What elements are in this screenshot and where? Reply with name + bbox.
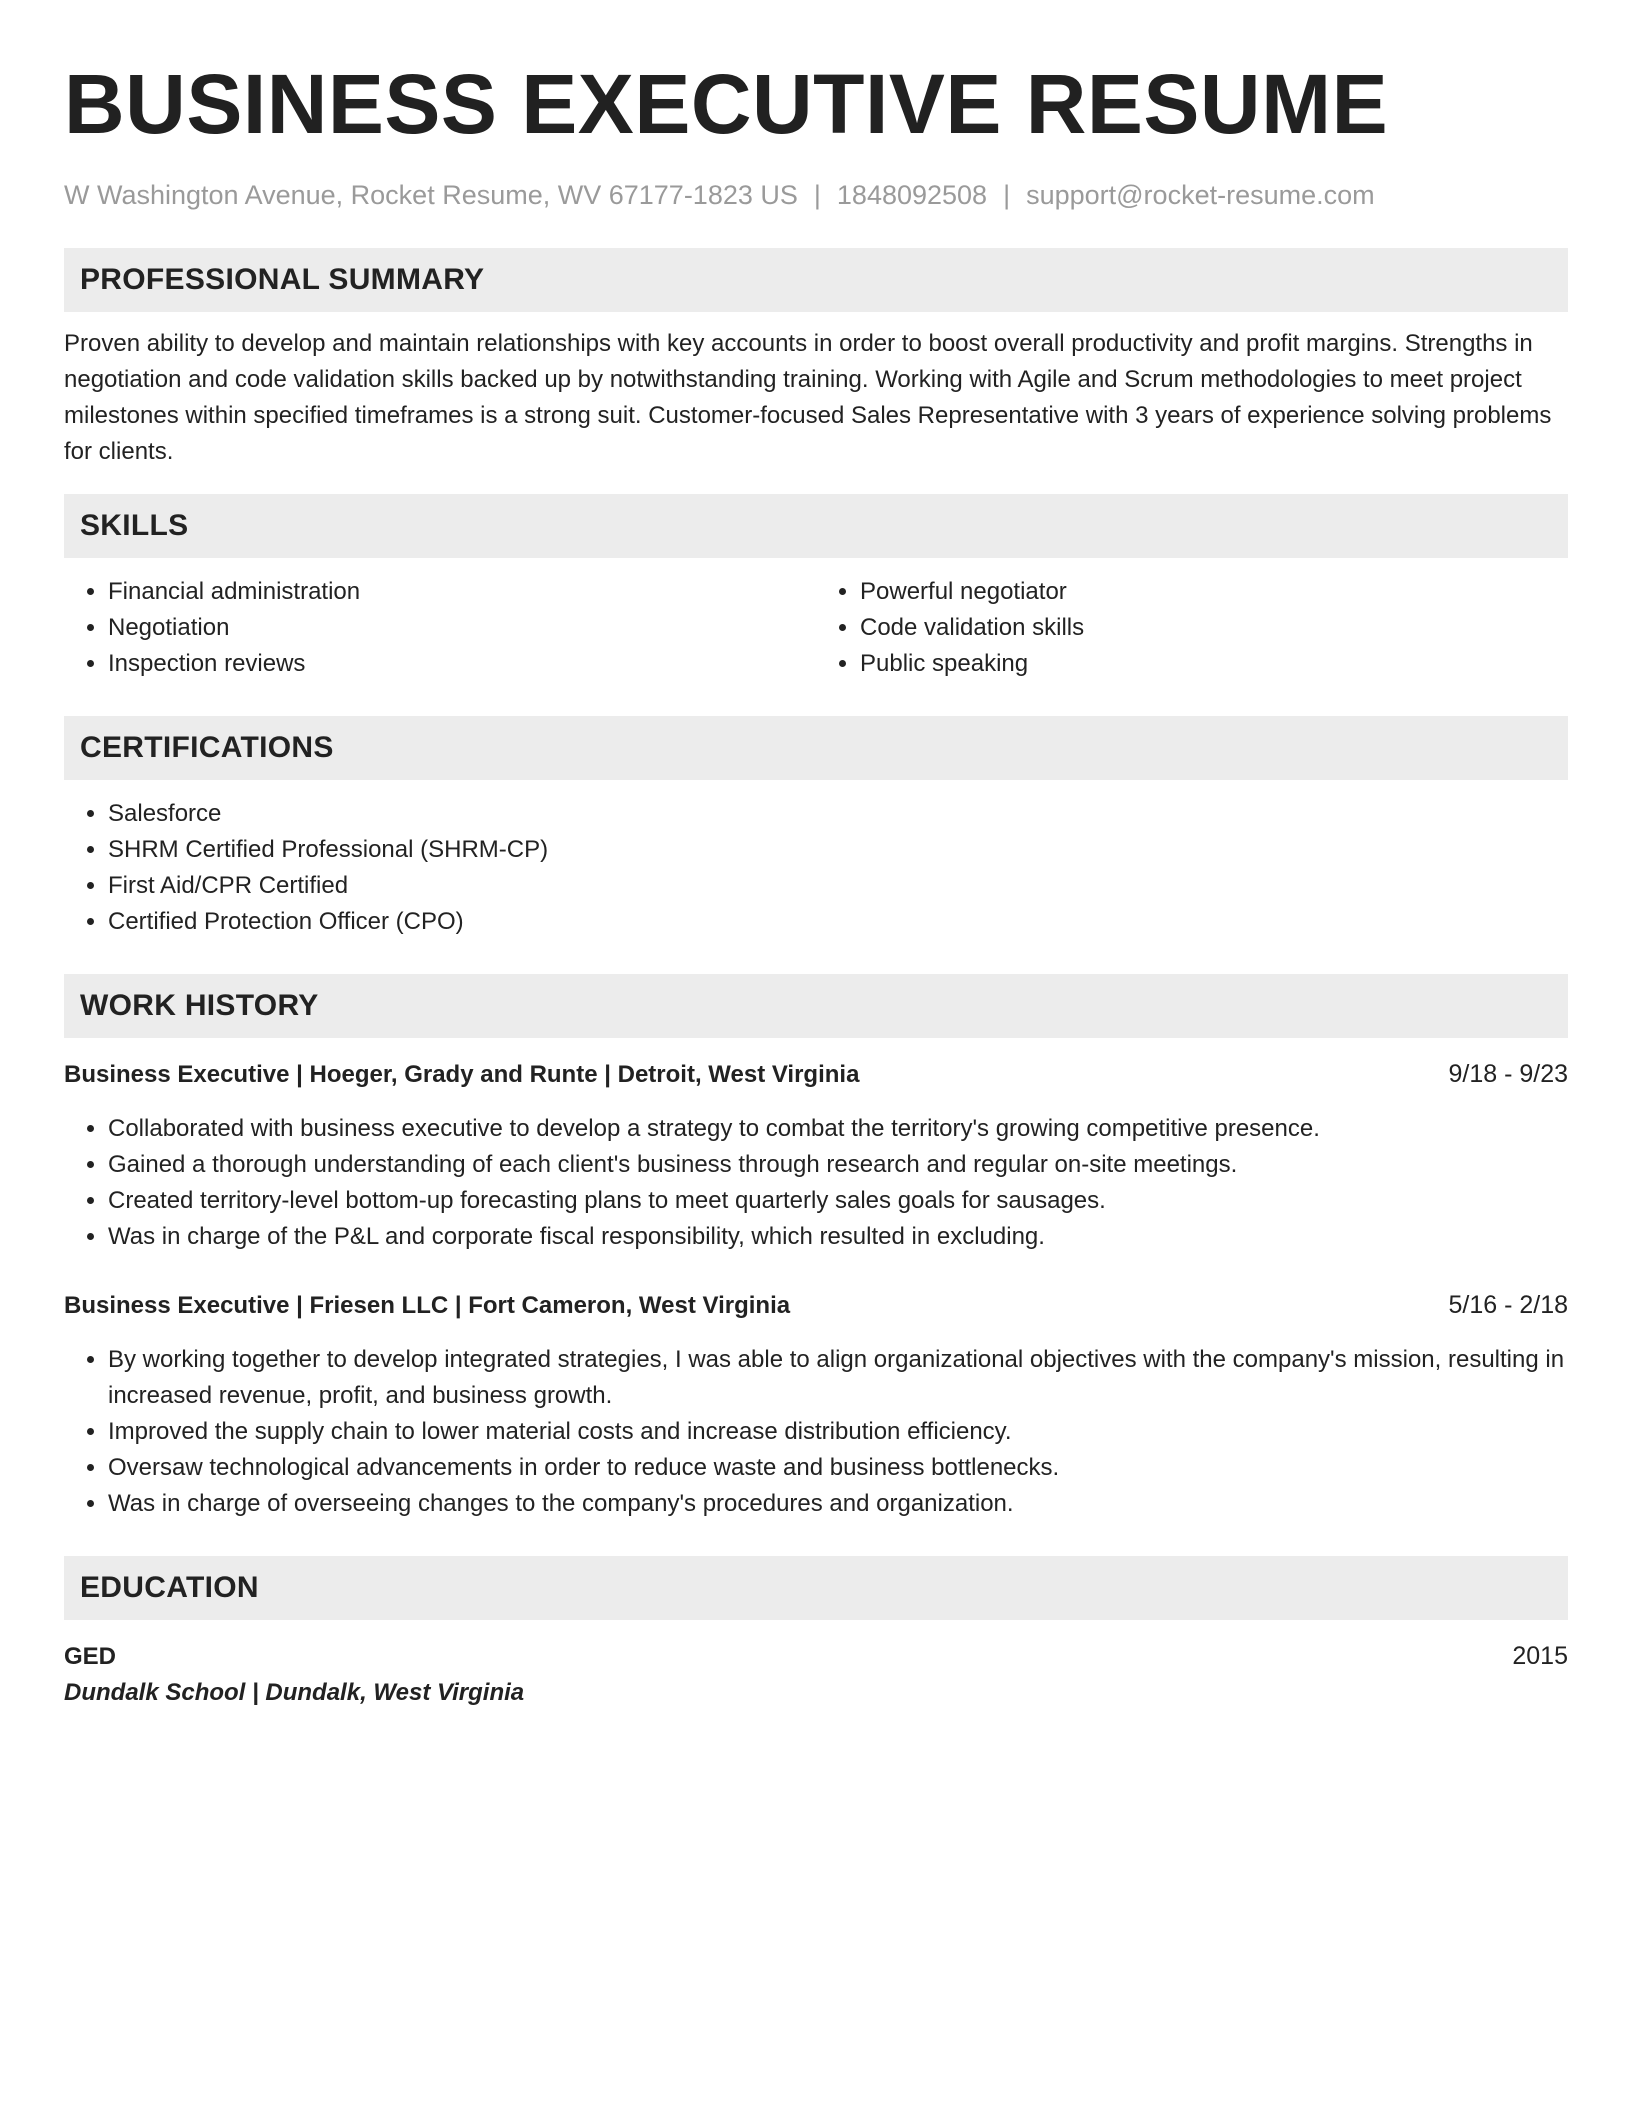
- skill-item: • Financial administration: [108, 574, 816, 610]
- section-header-summary: PROFESSIONAL SUMMARY: [64, 248, 1568, 312]
- job-dates: 5/16 - 2/18: [1448, 1291, 1568, 1319]
- job-bullet: • Created territory-level bottom-up forecasting plans to meet quarterly sales goals for sausages.: [108, 1183, 1568, 1219]
- contact-phone: 1848092508: [836, 180, 988, 210]
- section-header-certifications: CERTIFICATIONS: [64, 716, 1568, 780]
- certification-item: • First Aid/CPR Certified: [108, 868, 1568, 904]
- contact-email: support@rocket-resume.com: [1026, 180, 1375, 210]
- education-school: Dundalk School | Dundalk, West Virginia: [64, 1679, 525, 1706]
- education-year: 2015: [1512, 1642, 1568, 1670]
- job-header: [64, 1287, 1568, 1324]
- job-title: Business Executive | Hoeger, Grady and Runte | Detroit, West Virginia: [64, 1061, 860, 1088]
- job-bullet: • Gained a thorough understanding of each client's business through research and regular on-site meetings.: [108, 1147, 1568, 1183]
- job-bullet: • Was in charge of the P&L and corporate fiscal responsibility, which resulted in excluding.: [108, 1219, 1568, 1255]
- certifications-list: [64, 796, 1568, 940]
- skills-list: [64, 574, 1568, 682]
- education-entry: [64, 1638, 1568, 1711]
- job-bullets: [64, 1342, 1568, 1522]
- section-header-skills: SKILLS: [64, 494, 1568, 558]
- certification-item: • Certified Protection Officer (CPO): [108, 904, 1568, 940]
- job-header: [64, 1056, 1568, 1093]
- job-bullet: • Collaborated with business executive to develop a strategy to combat the territory's growing competitive presence.: [108, 1111, 1568, 1147]
- job-bullet: • Improved the supply chain to lower material costs and increase distribution efficiency.: [108, 1414, 1568, 1450]
- contact-separator: |: [1003, 180, 1011, 210]
- summary-text: Proven ability to develop and maintain relationships with key accounts in order to boost overall productivity and profit margins. Strengths in negotiation and code validation skills backed up by notwithstanding training. Working with Agile and Scrum methodologies to meet project milestones within specified timeframes is a strong suit. Customer-focused Sales Representative with 3 years of experience solving problems for clients.: [64, 330, 1552, 465]
- contact-line: [64, 178, 1568, 212]
- resume-title: BUSINESS EXECUTIVE RESUME: [64, 57, 1389, 151]
- job-bullet: • Oversaw technological advancements in order to reduce waste and business bottlenecks.: [108, 1450, 1568, 1486]
- job-title: Business Executive | Friesen LLC | Fort Cameron, West Virginia: [64, 1292, 791, 1319]
- skills-column-left: [64, 574, 816, 682]
- contact-address: W Washington Avenue, Rocket Resume, WV 67177-1823 US: [64, 180, 798, 210]
- job-bullet: • By working together to develop integrated strategies, I was able to align organizational objectives with the company's mission, resulting in increased revenue, profit, and business growth.: [108, 1342, 1568, 1414]
- skill-item: • Public speaking: [860, 646, 1568, 682]
- contact-separator: |: [813, 180, 821, 210]
- skill-item: • Code validation skills: [860, 610, 1568, 646]
- skill-item: • Powerful negotiator: [860, 574, 1568, 610]
- education-degree: GED: [64, 1643, 117, 1670]
- job-bullets: [64, 1111, 1568, 1255]
- job-dates: 9/18 - 9/23: [1448, 1060, 1568, 1088]
- skill-item: • Inspection reviews: [108, 646, 816, 682]
- section-header-education: EDUCATION: [64, 1556, 1568, 1620]
- certification-item: • SHRM Certified Professional (SHRM-CP): [108, 832, 1568, 868]
- job-entry: [64, 1287, 1568, 1522]
- skills-column-right: [816, 574, 1568, 682]
- section-header-work-history: WORK HISTORY: [64, 974, 1568, 1038]
- skill-item: • Negotiation: [108, 610, 816, 646]
- job-entry: [64, 1056, 1568, 1255]
- job-bullet: • Was in charge of overseeing changes to the company's procedures and organization.: [108, 1486, 1568, 1522]
- certification-item: • Salesforce: [108, 796, 1568, 832]
- education-header: [64, 1638, 1568, 1675]
